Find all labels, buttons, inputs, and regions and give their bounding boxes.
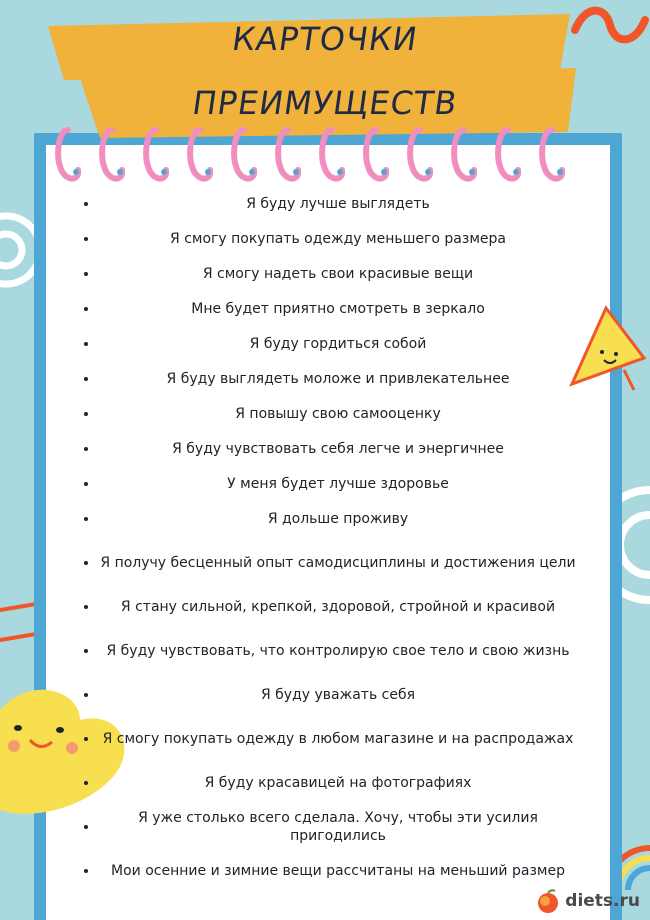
list-item: Я смогу надеть свои красивые вещи	[46, 256, 610, 291]
diets-ru-watermark	[535, 888, 640, 914]
list-item: Я буду красавицей на фотографиях	[46, 765, 610, 800]
list-item: Я смогу покупать одежду в любом магазине и на распродажах	[46, 712, 610, 765]
list-item: Я буду выглядеть моложе и привлекательнее	[46, 361, 610, 396]
list-item: Я буду чувствовать себя легче и энергичнее	[46, 431, 610, 466]
bullet-icon	[84, 272, 88, 276]
list-item: У меня будет лучше здоровье	[46, 466, 610, 501]
bullet-icon	[84, 412, 88, 416]
list-item: Я буду лучше выглядеть	[46, 186, 610, 221]
list-item: Я буду гордиться собой	[46, 326, 610, 361]
list-item: Я дольше проживу	[46, 501, 610, 536]
benefits-list	[46, 186, 610, 888]
spiral-binding	[46, 100, 610, 192]
watermark-text: diets.ru	[565, 891, 640, 911]
bullet-icon	[84, 605, 88, 609]
bullet-icon	[84, 517, 88, 521]
bullet-icon	[84, 342, 88, 346]
list-item: Мои осенние и зимние вещи рассчитаны на меньший размер	[46, 853, 610, 888]
list-item: Я стану сильной, крепкой, здоровой, стройной и красивой	[46, 589, 610, 624]
bullet-icon	[84, 737, 88, 741]
list-item: Я буду уважать себя	[46, 677, 610, 712]
list-item: Мне будет приятно смотреть в зеркало	[46, 291, 610, 326]
bullet-icon	[84, 781, 88, 785]
list-item: Я повышу свою самооценку	[46, 396, 610, 431]
fruit-logo-icon	[535, 888, 561, 914]
bullet-icon	[84, 202, 88, 206]
page-title-line-2: ПРЕИМУЩЕСТВ	[189, 84, 461, 122]
bullet-icon	[84, 237, 88, 241]
bullet-icon	[84, 561, 88, 565]
list-item: Я смогу покупать одежду меньшего размера	[46, 221, 610, 256]
bullet-icon	[84, 869, 88, 873]
bullet-icon	[84, 307, 88, 311]
list-item: Я уже столько всего сделала. Хочу, чтобы эти усилия пригодились	[46, 800, 610, 853]
bullet-icon	[84, 377, 88, 381]
bullet-icon	[84, 447, 88, 451]
list-item: Я буду чувствовать, что контролирую свое тело и свою жизнь	[46, 624, 610, 677]
bullet-icon	[84, 693, 88, 697]
bullet-icon	[84, 649, 88, 653]
list-item: Я получу бесценный опыт самодисциплины и достижения цели	[46, 536, 610, 589]
bullet-icon	[84, 825, 88, 829]
page-title-line-1: КАРТОЧКИ	[229, 20, 421, 58]
bullet-icon	[84, 482, 88, 486]
